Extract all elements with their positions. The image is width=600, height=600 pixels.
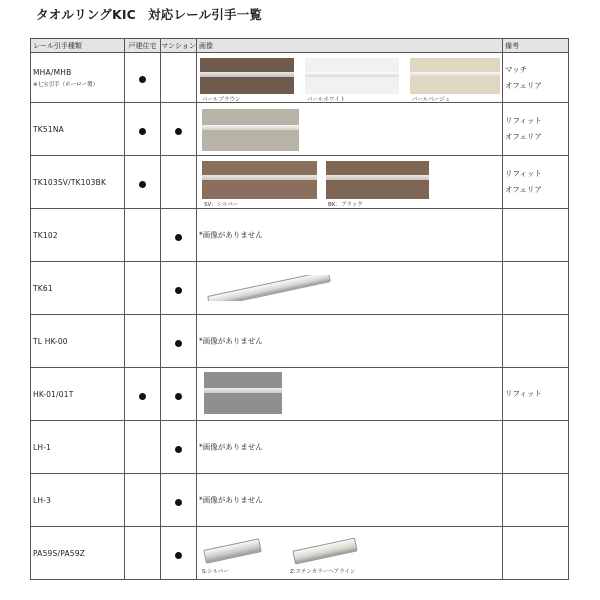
table-row bbox=[31, 103, 569, 156]
image-cell bbox=[197, 315, 503, 368]
bullet-icon bbox=[175, 393, 182, 400]
table-row bbox=[31, 474, 569, 527]
rail-highlight bbox=[202, 125, 299, 130]
image-caption: SV：シルバー bbox=[204, 202, 239, 208]
rail-name: TK51NA bbox=[33, 124, 64, 134]
rail-highlight bbox=[204, 388, 282, 393]
image-cell bbox=[197, 474, 503, 527]
table-row bbox=[31, 421, 569, 474]
house-cell bbox=[125, 527, 161, 580]
image-caption: BK：ブラック bbox=[328, 202, 363, 208]
bullet-icon bbox=[175, 287, 182, 294]
bullet-icon bbox=[175, 552, 182, 559]
rail-name: TK102 bbox=[33, 230, 58, 240]
image-cell bbox=[197, 156, 503, 209]
mansion-cell bbox=[161, 315, 197, 368]
mansion-cell bbox=[161, 262, 197, 315]
title-main: タオルリングKIC bbox=[36, 7, 137, 22]
bullet-icon bbox=[175, 499, 182, 506]
bullet-icon bbox=[139, 76, 146, 83]
rail-name-cell bbox=[31, 209, 125, 262]
note-line: リフィット bbox=[505, 389, 542, 398]
image-cell bbox=[197, 262, 503, 315]
note-line: オフェリア bbox=[505, 185, 542, 194]
note-cell bbox=[503, 262, 569, 315]
mansion-cell bbox=[161, 209, 197, 262]
table-header-row bbox=[31, 39, 569, 53]
table-row bbox=[31, 315, 569, 368]
image-cell bbox=[197, 421, 503, 474]
note-cell bbox=[503, 421, 569, 474]
rail-handle-table bbox=[30, 38, 569, 580]
rail-name-cell bbox=[31, 421, 125, 474]
no-image-text: *画像がありません bbox=[199, 336, 263, 346]
house-cell bbox=[125, 421, 161, 474]
header-note: 備考 bbox=[503, 39, 569, 53]
house-cell bbox=[125, 156, 161, 209]
house-cell bbox=[125, 103, 161, 156]
note-cell bbox=[503, 527, 569, 580]
page-title bbox=[36, 5, 262, 23]
image-caption: Z:ステンカラーヘアライン bbox=[290, 569, 356, 575]
image-cell bbox=[197, 103, 503, 156]
rail-name: LH-3 bbox=[33, 495, 52, 505]
mansion-cell bbox=[161, 474, 197, 527]
rail-swatch-icon bbox=[202, 161, 317, 199]
bullet-icon bbox=[175, 128, 182, 135]
rail-swatch-icon bbox=[326, 161, 429, 199]
table-row bbox=[31, 368, 569, 421]
rail-name: LH-1 bbox=[33, 442, 52, 452]
note-cell bbox=[503, 156, 569, 209]
mansion-cell bbox=[161, 368, 197, 421]
image-caption: パールブラウン bbox=[202, 97, 241, 103]
header-house: 戸建住宅 bbox=[125, 39, 161, 53]
image-cell bbox=[197, 527, 503, 580]
rail-name-cell bbox=[31, 368, 125, 421]
rail-name: TK103SV/TK103BK bbox=[33, 177, 107, 187]
note-line: オフェリア bbox=[505, 132, 542, 141]
bullet-icon bbox=[175, 446, 182, 453]
rail-name-note: ※七宝引手（ホーロー製） bbox=[33, 81, 99, 88]
bullet-icon bbox=[139, 128, 146, 135]
table-row bbox=[31, 262, 569, 315]
header-image: 画像 bbox=[197, 39, 503, 53]
house-cell bbox=[125, 368, 161, 421]
no-image-text: *画像がありません bbox=[199, 230, 263, 240]
rail-profile-icon bbox=[202, 535, 264, 565]
mansion-cell bbox=[161, 156, 197, 209]
rail-highlight bbox=[305, 72, 399, 77]
rail-name-cell bbox=[31, 156, 125, 209]
image-caption: S:シルバー bbox=[202, 569, 229, 575]
header-name: レール引手種類 bbox=[31, 39, 125, 53]
image-cell bbox=[197, 53, 503, 103]
bullet-icon bbox=[139, 393, 146, 400]
note-line: オフェリア bbox=[505, 80, 542, 90]
bullet-icon bbox=[175, 234, 182, 241]
no-image-text: *画像がありません bbox=[199, 442, 263, 452]
mansion-cell bbox=[161, 527, 197, 580]
rail-highlight bbox=[326, 175, 429, 180]
rail-swatch-icon bbox=[305, 58, 399, 94]
rail-highlight bbox=[410, 72, 500, 77]
rail-swatch-icon bbox=[202, 109, 299, 151]
rail-name: PA59S/PA59Z bbox=[33, 548, 86, 558]
rail-name-cell bbox=[31, 527, 125, 580]
note-cell bbox=[503, 368, 569, 421]
title-sub: 対応レール引手一覧 bbox=[148, 7, 263, 22]
note-cell bbox=[503, 209, 569, 262]
note-cell bbox=[503, 53, 569, 103]
table-row bbox=[31, 53, 569, 103]
mansion-cell bbox=[161, 421, 197, 474]
header-mansion: マンション bbox=[161, 39, 197, 53]
rail-profile-icon bbox=[202, 275, 337, 301]
rail-name-cell bbox=[31, 315, 125, 368]
mansion-cell bbox=[161, 103, 197, 156]
rail-profile-icon bbox=[290, 535, 360, 565]
rail-name: MHA/MHB bbox=[33, 67, 72, 77]
rail-swatch-icon bbox=[204, 372, 282, 414]
house-cell bbox=[125, 209, 161, 262]
rail-highlight bbox=[200, 72, 294, 77]
rail-name-cell bbox=[31, 474, 125, 527]
rail-name: TK61 bbox=[33, 283, 53, 293]
rail-name: HK-01/01T bbox=[33, 389, 74, 399]
table-row bbox=[31, 209, 569, 262]
rail-name-cell bbox=[31, 103, 125, 156]
note-cell bbox=[503, 474, 569, 527]
house-cell bbox=[125, 53, 161, 103]
bullet-icon bbox=[175, 340, 182, 347]
note-line: リフィット bbox=[505, 169, 542, 178]
house-cell bbox=[125, 262, 161, 315]
note-cell bbox=[503, 103, 569, 156]
image-caption: パールホワイト bbox=[307, 97, 346, 103]
note-line: リフィット bbox=[505, 116, 542, 125]
house-cell bbox=[125, 474, 161, 527]
rail-name: TL HK-00 bbox=[33, 336, 68, 346]
image-caption: パールベージュ bbox=[412, 97, 451, 103]
table-row bbox=[31, 156, 569, 209]
note-line: マッチ bbox=[505, 64, 528, 74]
rail-name-cell bbox=[31, 262, 125, 315]
rail-swatch-icon bbox=[410, 58, 500, 94]
rail-name-cell bbox=[31, 53, 125, 103]
rail-swatch-icon bbox=[200, 58, 294, 94]
note-cell bbox=[503, 315, 569, 368]
image-cell bbox=[197, 368, 503, 421]
rail-highlight bbox=[202, 175, 317, 180]
bullet-icon bbox=[139, 181, 146, 188]
house-cell bbox=[125, 315, 161, 368]
table-row bbox=[31, 527, 569, 580]
image-cell bbox=[197, 209, 503, 262]
mansion-cell bbox=[161, 53, 197, 103]
no-image-text: *画像がありません bbox=[199, 495, 263, 505]
